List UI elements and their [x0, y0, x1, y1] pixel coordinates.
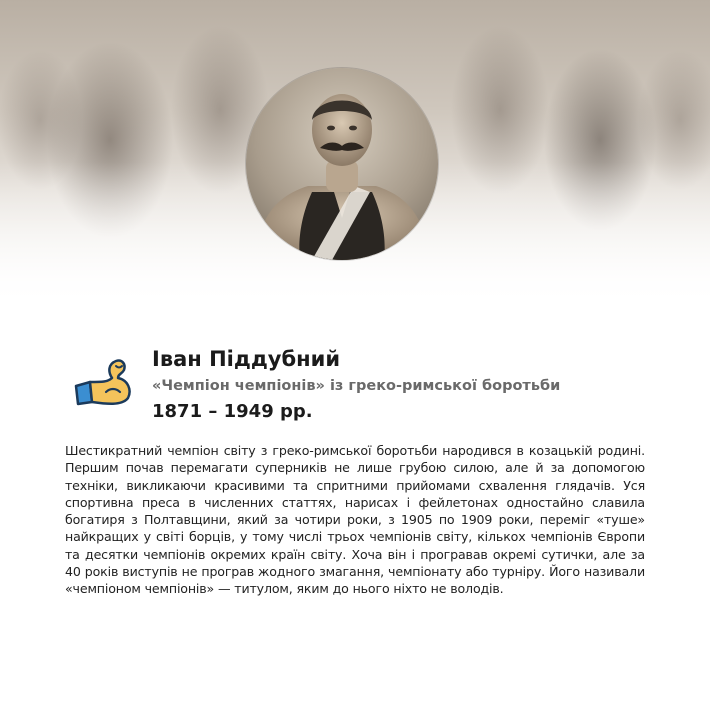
biography-paragraph: Шестикратний чемпіон світу з греко-римської боротьби народився в козацькій родині. Першим почав перемагати суперників не лише грубою силою, але й за допомогою техніки, викликаючи красивими та спритними прийомами схвалення глядачів. Уся спортивна преса в численних статтях, нарисах і фейлетонах одностайно славила богатиря з Полтавщини, який за чотири роки, з 1905 по 1909 роки, переміг «туше» найкращих у світі борців, у тому числі трьох чемпіонів світу, кількох чемпіонів Європи та десятки чемпіонів окремих країн світу. Хоча він і програвав окремі сутички, але за 40 років виступів не програв жодного змагання, чемпіонату або турніру. Його називали «чемпіоном чемпіонів» — титулом, яким до нього ніхто не володів.	[65, 443, 645, 597]
person-name: Іван Піддубний	[152, 347, 341, 371]
person-years: 1871 – 1949 рр.	[152, 401, 313, 422]
flexed-biceps-icon	[72, 352, 136, 416]
portrait-photo	[246, 68, 438, 260]
wrestler-portrait-image	[246, 68, 438, 260]
person-subtitle: «Чемпіон чемпіонів» із греко-римської боротьби	[152, 378, 561, 394]
title-block	[152, 346, 560, 422]
